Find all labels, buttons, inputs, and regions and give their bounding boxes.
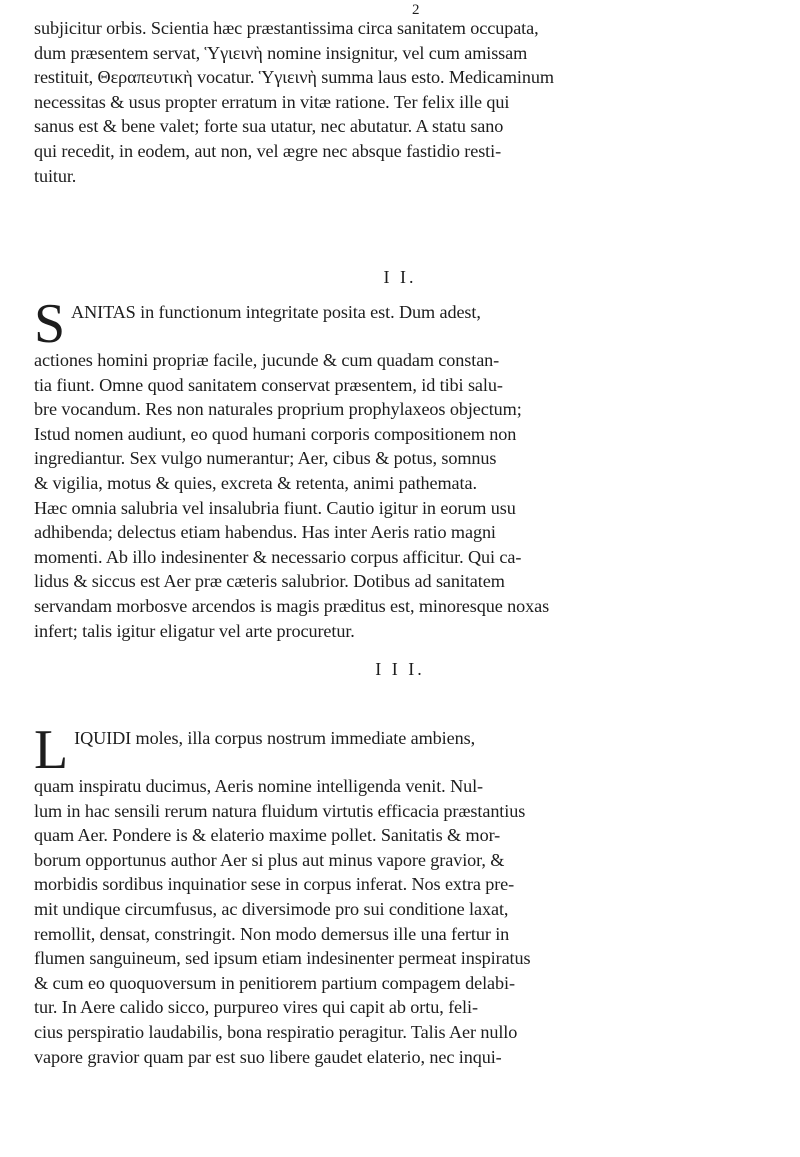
text-line: ingrediantur. Sex vulgo numerantur; Aer, cibus & potus, somnus (34, 448, 497, 469)
paragraph-3 (34, 726, 780, 1069)
text-line: vapore gravior quam par est suo libere gaudet elaterio, nec inqui- (34, 1046, 502, 1067)
text-line: tia fiunt. Omne quod sanitatem conservat præsentem, id tibi salu- (34, 374, 503, 395)
text-line: qui recedit, in eodem, aut non, vel ægre nec absque fastidio resti- (34, 140, 502, 161)
paragraph-1 (34, 16, 780, 188)
drop-cap: L (34, 726, 69, 774)
text-line: infert; talis igitur eligatur vel arte procuretur. (34, 620, 355, 641)
text-line-with-dropcap (34, 300, 780, 348)
text-line: adhibenda; delectus etiam habendus. Has inter Aeris ratio magni (34, 522, 496, 543)
section-heading-3: I I I. (375, 659, 425, 679)
text-line: Istud nomen audiunt, eo quod humani corporis compositionem non (34, 423, 517, 444)
text-line: ANITAS in functionum integritate posita est. Dum adest, (71, 302, 481, 322)
text-line: morbidis sordibus inquinatior sese in corpus inferat. Nos extra pre- (34, 874, 515, 895)
text-line: restituit, Θεραπευτικὴ vocatur. Ὑγιεινὴ summa laus esto. Medicaminum (34, 67, 554, 88)
text-line: IQUIDI moles, illa corpus nostrum immediate ambiens, (74, 728, 476, 748)
section-heading-2: I I. (383, 267, 417, 287)
text-line: servandam morbosve arcendos is magis præditus est, minoresque noxas (34, 595, 550, 616)
text-line: quam Aer. Pondere is & elaterio maxime pollet. Sanitatis & mor- (34, 825, 501, 846)
text-line: mit undique circumfusus, ac diversimode pro sui conditione laxat, (34, 898, 509, 919)
text-line: remollit, densat, constringit. Non modo demersus ille una fertur in (34, 923, 510, 944)
text-line: & cum eo quoquoversum in penitiorem partium compagem delabi- (34, 972, 515, 993)
text-line: & vigilia, motus & quies, excreta & retenta, animi pathemata. (34, 472, 477, 493)
text-line: necessitas & usus propter erratum in vitæ ratione. Ter felix ille qui (34, 91, 510, 112)
text-line-with-dropcap (34, 726, 780, 774)
text-line: flumen sanguineum, sed ipsum etiam indesinenter permeat inspiratus (34, 948, 531, 969)
text-line: lidus & siccus est Aer præ cæteris salubrior. Dotibus ad sanitatem (34, 571, 505, 592)
text-line: tuitur. (34, 165, 77, 186)
text-line: Hæc omnia salubria vel insalubria fiunt. Cautio igitur in eorum usu (34, 497, 516, 518)
paragraph-2 (34, 300, 780, 643)
text-line: quam inspiratu ducimus, Aeris nomine intelligenda venit. Nul- (34, 776, 484, 796)
text-line: borum opportunus author Aer si plus aut minus vapore gravior, & (34, 849, 505, 870)
page-number: 2 (412, 2, 420, 18)
text-line: subjicitur orbis. Scientia hæc præstantissima circa sanitatem occupata, (34, 18, 539, 38)
text-line: dum præsentem servat, Ὑγιεινὴ nomine insignitur, vel cum amissam (34, 42, 528, 63)
text-line: actiones homini propriæ facile, jucunde & cum quadam constan- (34, 350, 500, 370)
text-line: sanus est & bene valet; forte sua utatur, nec abutatur. A statu sano (34, 116, 504, 137)
text-line: lum in hac sensili rerum natura fluidum virtutis efficacia præstantius (34, 800, 526, 821)
drop-cap: S (34, 300, 66, 348)
text-line: cius perspiratio laudabilis, bona respiratio peragitur. Talis Aer nullo (34, 1021, 518, 1042)
text-line: momenti. Ab illo indesinenter & necessario corpus afficitur. Qui ca- (34, 546, 522, 567)
text-line: tur. In Aere calido siccо, purpureo vires qui capit ab ortu, feli- (34, 997, 478, 1018)
text-line: bre vocandum. Res non naturales proprium prophylaxeos objectum; (34, 399, 522, 420)
